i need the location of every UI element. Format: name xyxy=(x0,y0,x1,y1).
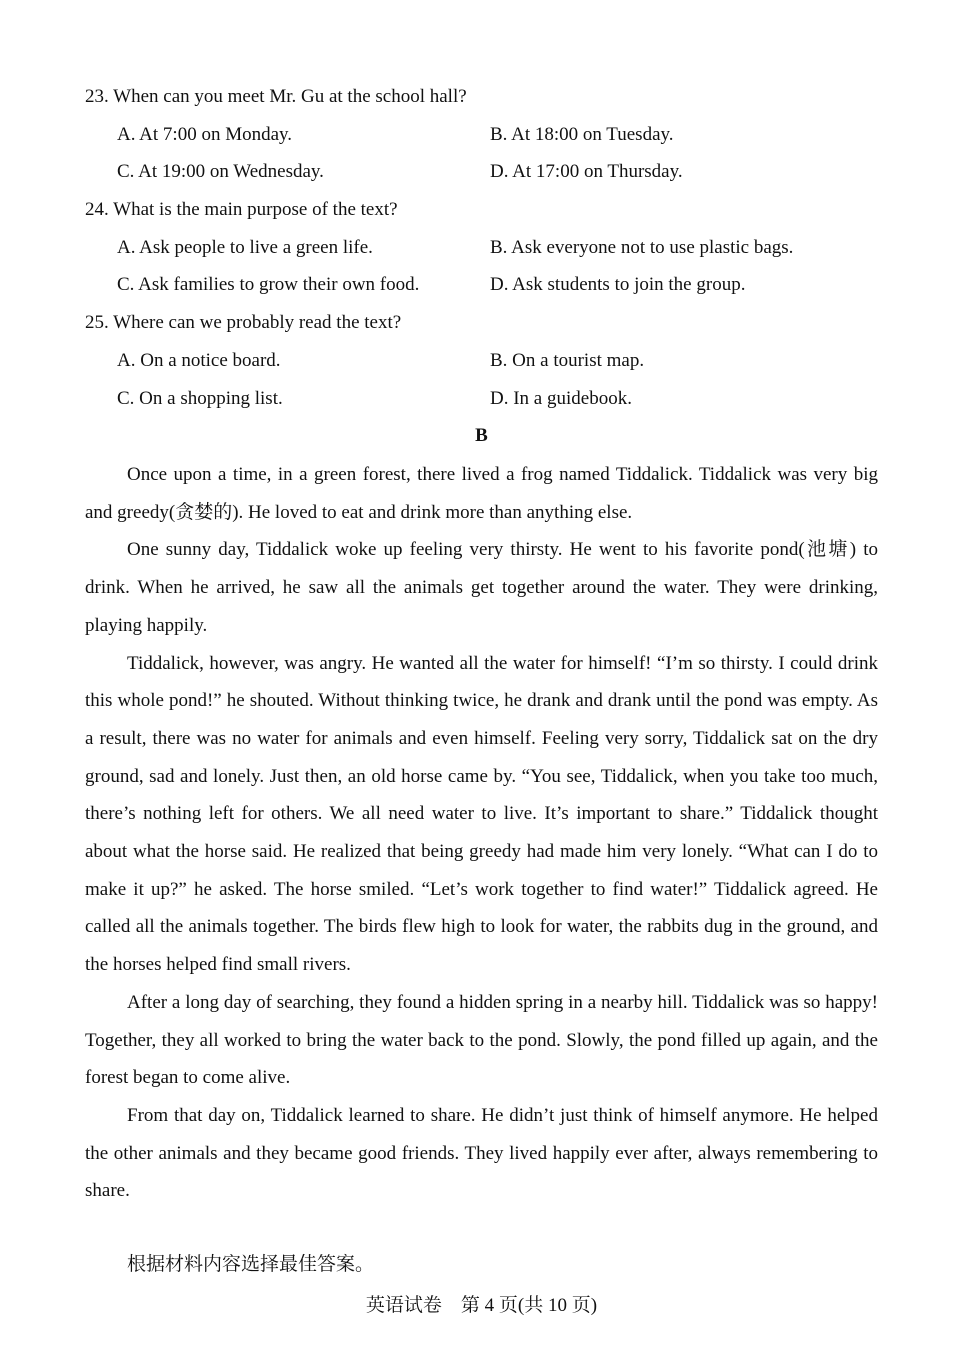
question-23-option-c: C. At 19:00 on Wednesday. xyxy=(117,161,324,182)
question-24-option-c: C. Ask families to grow their own food. xyxy=(117,274,420,295)
section-b-passage xyxy=(85,456,878,1210)
question-23-stem: 23. When can you meet Mr. Gu at the school hall? xyxy=(85,86,467,107)
question-25-option-a: A. On a notice board. xyxy=(117,350,281,371)
question-23-option-a: A. At 7:00 on Monday. xyxy=(117,124,293,145)
passage-paragraph-3: Tiddalick, however, was angry. He wanted all the water for himself! “I’m so thirsty. I could drink this whole pond!” he shouted. Without thinking twice, he drank and drank until the pond was empty. As a result, there was no water for animals and even himself. Feeling very sorry, Tiddalick sat on the dry ground, sad and lonely. Just then, an old horse came by. “You see, Tiddalick, when you take too much, there’s nothing left for others. We all need water to live. It’s important to share.” Tiddalick thought about what the horse said. He realized that being greedy had made him very lonely. “What can I do to make it up?” he asked. The horse smiled. “Let’s work together to find water!” Tiddalick agreed. He called all the animals together. The birds flew high to look for water, the rabbits dug in the ground, and the horses helped find small rivers. xyxy=(85,652,878,976)
question-23-option-d: D. At 17:00 on Thursday. xyxy=(490,161,683,182)
question-24-option-a: A. Ask people to live a green life. xyxy=(117,237,373,258)
question-25-stem: 25. Where can we probably read the text? xyxy=(85,312,402,333)
question-25-option-b: B. On a tourist map. xyxy=(490,350,645,371)
passage-paragraph-5: From that day on, Tiddalick learned to share. He didn’t just think of himself anymore. He helped the other animals and they became good friends. They lived happily ever after, always remembering to share. xyxy=(85,1104,878,1202)
question-23-option-b: B. At 18:00 on Tuesday. xyxy=(490,124,674,145)
answer-instruction: 根据材料内容选择最佳答案。 xyxy=(127,1254,375,1275)
passage-paragraph-2: One sunny day, Tiddalick woke up feeling very thirsty. He went to his favorite pond(池塘) to drink. When he arrived, he saw all the animals get together around the water. They were drinking, playing happily. xyxy=(85,539,878,636)
question-24-option-b: B. Ask everyone not to use plastic bags. xyxy=(490,237,794,258)
question-24-stem: 24. What is the main purpose of the text? xyxy=(85,199,398,220)
question-25-option-c: C. On a shopping list. xyxy=(117,388,283,409)
section-b-title: B xyxy=(475,425,488,446)
page-footer: 英语试卷 第 4 页(共 10 页) xyxy=(365,1295,598,1316)
passage-paragraph-1: Once upon a time, in a green forest, there lived a frog named Tiddalick. Tiddalick was very big and greedy(贪婪的). He loved to eat and drink more than anything else. xyxy=(85,464,878,523)
passage-paragraph-4: After a long day of searching, they found a hidden spring in a nearby hill. Tiddalick was so happy! Together, they all worked to bring the water back to the pond. Slowly, the pond filled up again, and the forest began to come alive. xyxy=(85,991,878,1089)
question-25-option-d: D. In a guidebook. xyxy=(490,388,632,409)
question-24-option-d: D. Ask students to join the group. xyxy=(490,274,746,295)
